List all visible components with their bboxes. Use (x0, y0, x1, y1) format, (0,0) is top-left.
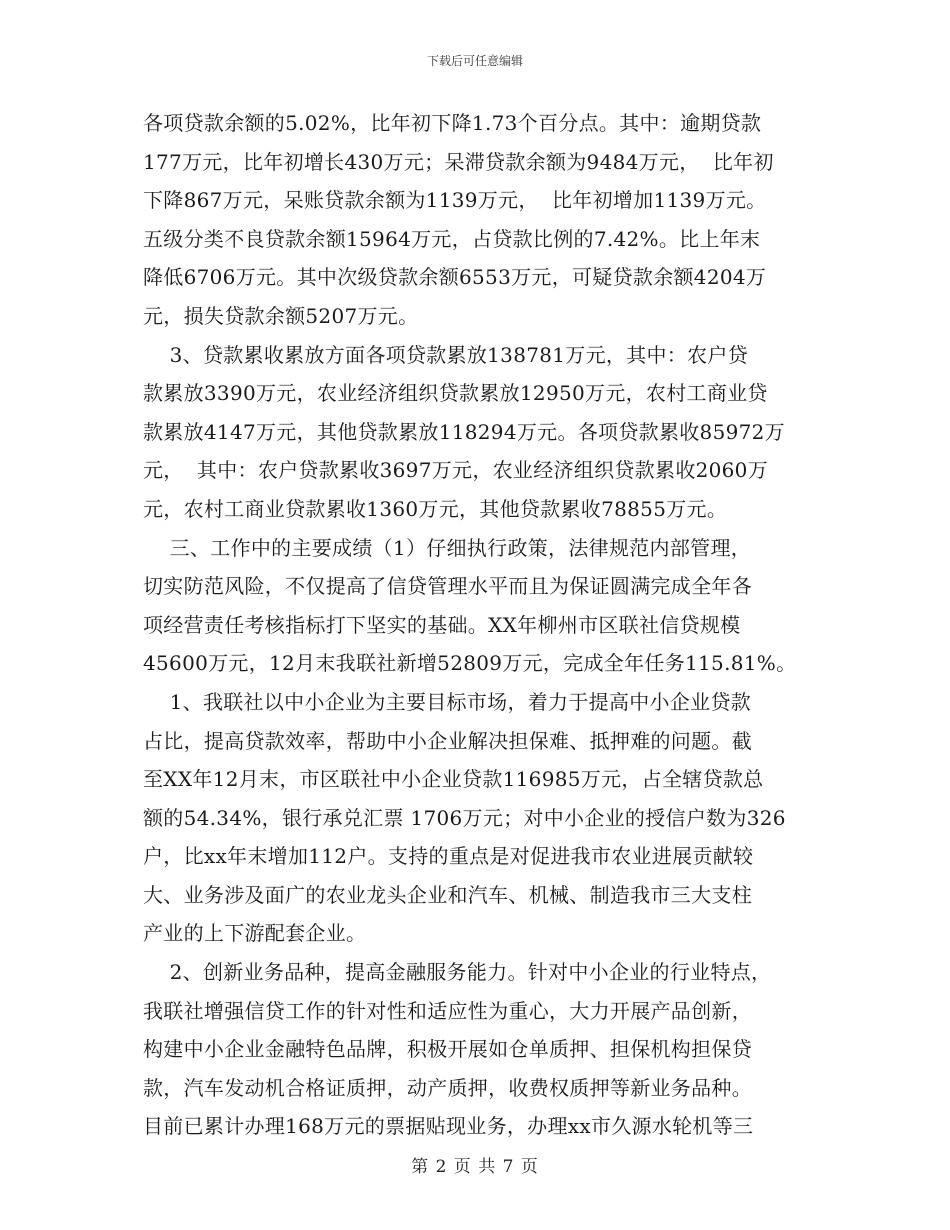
text-line: 45600万元，12月末我联社新增52809万元，完成全年任务115.81%。 (143, 651, 797, 676)
text-line: 目前已累计办理168万元的票据贴现业务，办理xx市久源水轮机等三 (143, 1114, 754, 1139)
text-line: 177万元，比年初增长430万元；呆滞贷款余额为9484万元， 比年初 (143, 149, 774, 174)
text-line: 元， 其中：农户贷款累收3697万元，农业经济组织贷款累收2060万 (143, 458, 769, 483)
text-line: 切实防范风险，不仅提高了信贷管理水平而且为保证圆满完成全年各 (143, 574, 752, 599)
text-line: 款累放4147万元，其他贷款累放118294万元。各项贷款累收85972万 (143, 419, 785, 444)
text-line: 2、创新业务品种，提高金融服务能力。针对中小企业的行业特点， (143, 960, 772, 985)
page-header-note: 下载后可任意编辑 (426, 54, 523, 68)
text-line: 产业的上下游配套企业。 (143, 921, 367, 946)
text-line: 五级分类不良贷款余额15964万元，占贷款比例的7.42%。比上年末 (143, 226, 761, 251)
text-line: 元，农村工商业贷款累收1360万元，其他贷款累收78855万元。 (143, 496, 728, 521)
text-line: 款，汽车发动机合格证质押，动产质押，收费权质押等新业务品种。 (143, 1075, 752, 1100)
text-line: 下降867万元，呆账贷款余额为1139万元， 比年初增加1139万元。 (143, 188, 767, 213)
text-line: 款累放3390万元，农业经济组织贷款累放12950万元，农村工商业贷 (143, 381, 768, 406)
text-line: 大、业务涉及面广的农业龙头企业和汽车、机械、制造我市三大支柱 (143, 882, 752, 907)
document-body (143, 104, 823, 1146)
text-line: 项经营责任考核指标打下坚实的基础。XX年柳州市区联社信贷规模 (143, 612, 741, 637)
text-line: 元，损失贷款余额5207万元。 (143, 303, 419, 328)
text-line: 构建中小企业金融特色品牌，积极开展如仓单质押、担保机构担保贷 (143, 1037, 752, 1062)
text-line: 占比，提高贷款效率，帮助中小企业解决担保难、抵押难的问题。截 (143, 728, 752, 753)
text-line: 户，比xx年末增加112户。支持的重点是对促进我市农业进展贡献较 (143, 844, 754, 869)
text-line: 各项贷款余额的5.02%，比年初下降1.73个百分点。其中：逾期贷款 (143, 111, 762, 135)
page-number-footer: 第 2 页 共 7 页 (411, 1157, 539, 1177)
text-line: 三、工作中的主要成绩（1）仔细执行政策，法律规范内部管理， (143, 535, 752, 560)
text-line: 至XX年12月末，市区联社中小企业贷款116985万元，占全辖贷款总 (143, 767, 764, 792)
text-line: 降低6706万元。其中次级贷款余额6553万元，可疑贷款余额4204万 (143, 265, 767, 290)
text-line: 1、我联社以中小企业为主要目标市场，着力于提高中小企业贷款 (143, 689, 752, 714)
text-line: 我联社增强信贷工作的针对性和适应性为重心，大力开展产品创新， (143, 998, 752, 1023)
text-line: 额的54.34%，银行承兑汇票 1706万元；对中小企业的授信户数为326 (143, 805, 786, 830)
text-line: 3、贷款累收累放方面各项贷款累放138781万元，其中：农户贷 (143, 342, 749, 367)
